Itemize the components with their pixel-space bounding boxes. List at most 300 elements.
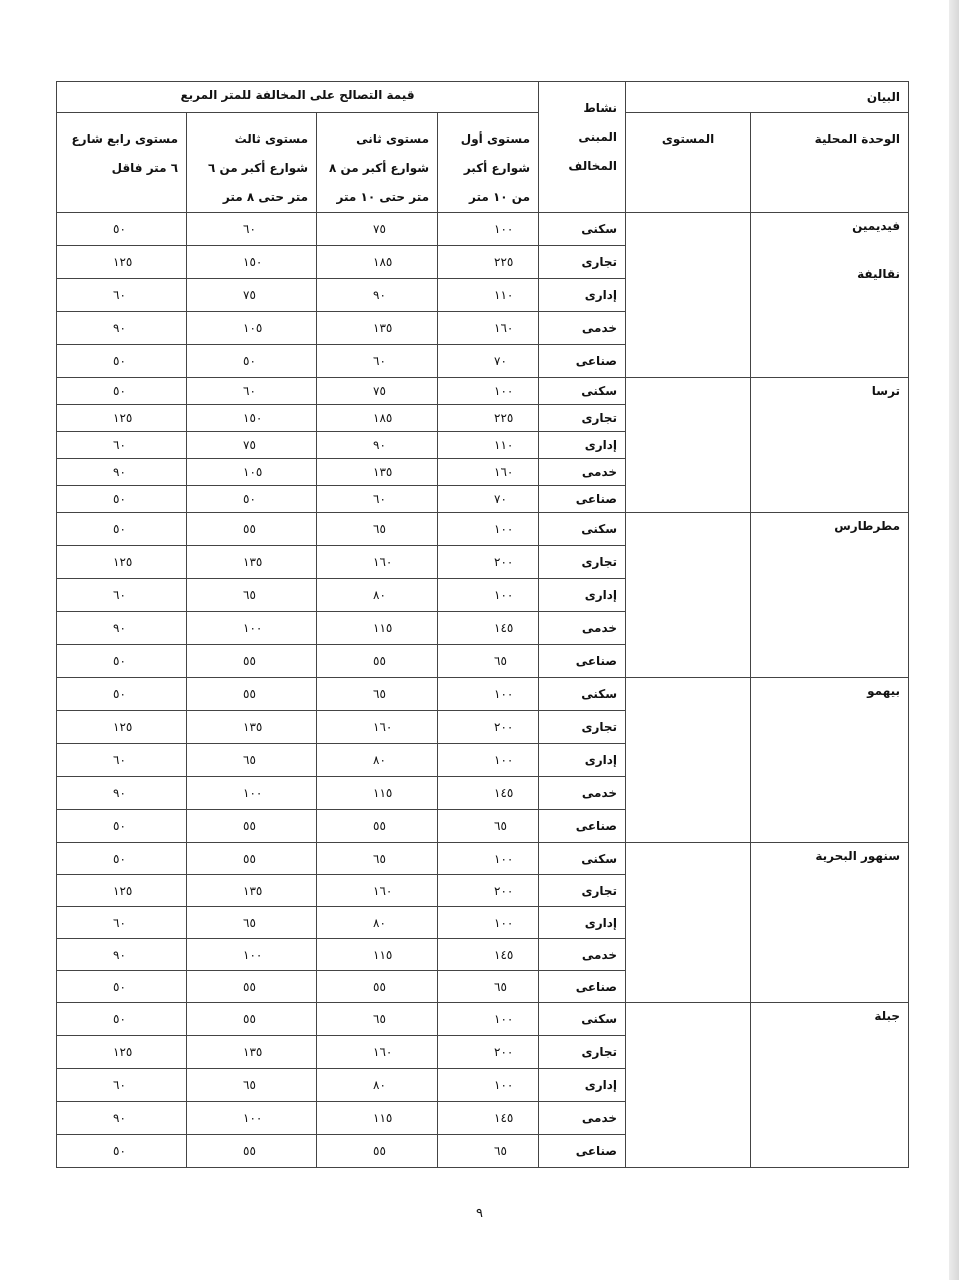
value-text: ١٤٥	[494, 621, 514, 635]
value-text: ٥٠	[243, 492, 256, 506]
value-cell-v4	[57, 546, 187, 579]
value-text: ٩٠	[113, 321, 126, 335]
value-text: ٦٥	[373, 1012, 386, 1026]
activity-cell: صناعى	[539, 486, 626, 513]
value-cell-v1	[438, 612, 539, 645]
value-text: ٦٠	[243, 222, 256, 236]
value-text: ١٢٥	[113, 883, 133, 898]
local-unit-label: سنهور البحرية	[815, 849, 901, 863]
value-text: ١٦٠	[494, 465, 514, 479]
value-cell-v3	[187, 645, 317, 678]
value-cell-v3	[187, 345, 317, 378]
value-text: ٥٠	[113, 492, 126, 506]
value-cell-v3	[187, 279, 317, 312]
value-cell-v2	[317, 612, 438, 645]
value-text: ٢٢٥	[494, 255, 514, 269]
value-text: ٥٠	[113, 1012, 126, 1026]
value-text: ٦٥	[373, 687, 386, 701]
level1-header: مستوى أول شوارع أكبر من ١٠ متر	[438, 113, 539, 213]
value-cell-v4	[57, 513, 187, 546]
value-cell-v2	[317, 486, 438, 513]
value-text: ١٠٠	[243, 1111, 263, 1125]
value-text: ٨٠	[373, 915, 386, 930]
value-cell-v2	[317, 579, 438, 612]
value-text: ١٨٥	[373, 255, 393, 269]
value-cell-v2	[317, 645, 438, 678]
value-text: ٥٥	[373, 819, 386, 833]
value-text: ٥٠	[113, 687, 126, 701]
activity-cell: إدارى	[539, 279, 626, 312]
value-cell-v2	[317, 1069, 438, 1102]
value-cell-v1	[438, 907, 539, 939]
value-text: ٦٠	[113, 915, 126, 930]
value-text: ٧٥	[243, 288, 256, 302]
value-text: ١١٥	[373, 947, 393, 962]
value-text: ١٢٥	[113, 411, 133, 425]
page-edge-shadow	[949, 0, 959, 1280]
activity-cell: صناعى	[539, 810, 626, 843]
value-cell-v4	[57, 279, 187, 312]
value-text: ١٠٠	[494, 851, 514, 866]
local-unit-name	[751, 678, 909, 843]
value-text: ٥٥	[243, 687, 256, 701]
value-text: ١٠٠	[494, 384, 514, 398]
activity-cell: تجارى	[539, 405, 626, 432]
value-text: ٥٥	[373, 1144, 386, 1158]
value-cell-v2	[317, 971, 438, 1003]
value-cell-v1	[438, 1003, 539, 1036]
value-text: ١١٠	[494, 288, 514, 302]
value-cell-v1	[438, 1036, 539, 1069]
value-text: ٦٥	[373, 522, 386, 536]
value-cell-v2	[317, 678, 438, 711]
value-cell-v3	[187, 875, 317, 907]
level-header: المستوى	[626, 113, 751, 213]
value-text: ١٦٠	[373, 1045, 393, 1059]
value-cell-v3	[187, 971, 317, 1003]
value-text: ٥٠	[113, 384, 126, 398]
level-cell	[626, 678, 751, 843]
value-text: ٦٠	[373, 354, 386, 368]
value-cell-v3	[187, 513, 317, 546]
value-cell-v3	[187, 744, 317, 777]
value-cell-v2	[317, 711, 438, 744]
table-row	[57, 843, 909, 875]
value-cell-v1	[438, 843, 539, 875]
value-text: ١٦٠	[373, 555, 393, 569]
local-unit-name	[751, 378, 909, 513]
value-cell-v4	[57, 459, 187, 486]
value-text: ١١٥	[373, 786, 393, 800]
value-text: ٦٠	[243, 384, 256, 398]
qeema-header: قيمة التصالح على المخالفة للمتر المربع	[57, 82, 539, 113]
activity-cell: تجارى	[539, 1036, 626, 1069]
header-row-1	[57, 82, 909, 113]
value-cell-v3	[187, 939, 317, 971]
value-cell-v4	[57, 843, 187, 875]
activity-cell: إدارى	[539, 579, 626, 612]
value-text: ٩٠	[373, 288, 386, 302]
value-text: ١٥٠	[243, 255, 263, 269]
value-text: ٥٥	[243, 1144, 256, 1158]
activity-cell: سكنى	[539, 378, 626, 405]
activity-cell: خدمى	[539, 312, 626, 345]
activity-cell: سكنى	[539, 1003, 626, 1036]
activity-cell: تجارى	[539, 546, 626, 579]
value-cell-v1	[438, 579, 539, 612]
value-text: ٦٠	[113, 288, 126, 302]
value-cell-v1	[438, 810, 539, 843]
value-text: ٦٠	[113, 753, 126, 767]
value-text: ٢٠٠	[494, 555, 514, 569]
value-text: ١٠٠	[494, 1078, 514, 1092]
value-cell-v1	[438, 432, 539, 459]
value-text: ٦٠	[113, 438, 126, 452]
value-text: ١٦٠	[373, 883, 393, 898]
activity-cell: تجارى	[539, 875, 626, 907]
value-cell-v1	[438, 513, 539, 546]
value-cell-v4	[57, 405, 187, 432]
value-text: ١٣٥	[373, 465, 393, 479]
activity-cell: خدمى	[539, 612, 626, 645]
header-row-2	[57, 113, 909, 213]
value-text: ١٠٠	[494, 588, 514, 602]
value-text: ٥٠	[113, 522, 126, 536]
value-text: ٧٠	[494, 354, 507, 368]
value-cell-v2	[317, 279, 438, 312]
value-text: ١٦٠	[494, 321, 514, 335]
value-cell-v4	[57, 1135, 187, 1168]
level4-header: مستوى رابع شارع ٦ متر فاقل	[57, 113, 187, 213]
activity-cell: إدارى	[539, 907, 626, 939]
value-text: ١٠٠	[494, 222, 514, 236]
value-text: ٦٥	[373, 851, 386, 866]
value-cell-v2	[317, 546, 438, 579]
value-cell-v3	[187, 1036, 317, 1069]
local-unit-name	[751, 1003, 909, 1168]
value-cell-v1	[438, 939, 539, 971]
value-cell-v2	[317, 907, 438, 939]
unit-header: الوحدة المحلية	[751, 113, 909, 213]
value-text: ٨٠	[373, 1078, 386, 1092]
activity-cell: خدمى	[539, 777, 626, 810]
value-text: ٥٠	[113, 354, 126, 368]
activity-header: نشاط المبنى المخالف	[539, 82, 626, 213]
value-cell-v3	[187, 213, 317, 246]
value-cell-v1	[438, 645, 539, 678]
value-text: ٦٠	[373, 492, 386, 506]
local-unit-name	[751, 213, 909, 378]
value-text: ١٢٥	[113, 720, 133, 734]
value-cell-v1	[438, 1069, 539, 1102]
value-text: ٦٥	[243, 753, 256, 767]
value-cell-v2	[317, 459, 438, 486]
value-cell-v4	[57, 1069, 187, 1102]
value-cell-v3	[187, 678, 317, 711]
value-cell-v1	[438, 486, 539, 513]
value-text: ٥٠	[243, 354, 256, 368]
value-text: ١٣٥	[243, 555, 263, 569]
value-cell-v2	[317, 843, 438, 875]
value-cell-v4	[57, 213, 187, 246]
value-cell-v4	[57, 612, 187, 645]
value-text: ١٠٠	[494, 687, 514, 701]
value-cell-v1	[438, 1102, 539, 1135]
value-text: ١١٥	[373, 1111, 393, 1125]
level-cell	[626, 378, 751, 513]
value-cell-v4	[57, 1102, 187, 1135]
value-cell-v1	[438, 1135, 539, 1168]
value-text: ١٤٥	[494, 947, 514, 962]
activity-cell: سكنى	[539, 678, 626, 711]
value-text: ٦٠	[113, 1078, 126, 1092]
value-text: ٦٥	[243, 1078, 256, 1092]
table-row	[57, 378, 909, 405]
value-text: ١٣٥	[373, 321, 393, 335]
value-cell-v3	[187, 777, 317, 810]
value-text: ١٠٠	[243, 786, 263, 800]
value-cell-v1	[438, 345, 539, 378]
value-cell-v3	[187, 579, 317, 612]
value-cell-v2	[317, 939, 438, 971]
activity-cell: خدمى	[539, 1102, 626, 1135]
value-text: ١١٥	[373, 621, 393, 635]
value-text: ٥٠	[113, 851, 126, 866]
value-text: ١٢٥	[113, 555, 133, 569]
activity-cell: صناعى	[539, 645, 626, 678]
value-text: ٢٠٠	[494, 1045, 514, 1059]
local-unit-label: فيديمين	[852, 219, 901, 233]
value-text: ١٤٥	[494, 1111, 514, 1125]
activity-cell: تجارى	[539, 246, 626, 279]
value-text: ٨٠	[373, 753, 386, 767]
page-number: ٩	[476, 1206, 483, 1221]
activity-cell: سكنى	[539, 213, 626, 246]
value-text: ١٠٥	[243, 465, 263, 479]
value-cell-v2	[317, 1036, 438, 1069]
value-cell-v1	[438, 777, 539, 810]
activity-cell: سكنى	[539, 513, 626, 546]
value-cell-v4	[57, 939, 187, 971]
value-cell-v3	[187, 312, 317, 345]
value-text: ٢٠٠	[494, 883, 514, 898]
level-cell	[626, 843, 751, 1003]
value-text: ٧٠	[494, 492, 507, 506]
value-cell-v3	[187, 612, 317, 645]
value-cell-v1	[438, 246, 539, 279]
value-text: ٩٠	[113, 947, 126, 962]
reconciliation-table	[56, 81, 909, 1168]
value-cell-v3	[187, 1102, 317, 1135]
activity-cell: تجارى	[539, 711, 626, 744]
value-cell-v3	[187, 246, 317, 279]
activity-cell: خدمى	[539, 459, 626, 486]
value-text: ٥٥	[243, 851, 256, 866]
value-text: ٥٠	[113, 819, 126, 833]
local-unit-label: بيهمو	[867, 684, 901, 698]
value-cell-v2	[317, 810, 438, 843]
value-cell-v4	[57, 486, 187, 513]
value-cell-v4	[57, 875, 187, 907]
value-text: ٥٥	[373, 654, 386, 668]
value-cell-v1	[438, 711, 539, 744]
value-text: ٧٥	[243, 438, 256, 452]
bayan-header: البيان	[626, 82, 909, 113]
value-cell-v4	[57, 378, 187, 405]
value-text: ٢٢٥	[494, 411, 514, 425]
value-cell-v4	[57, 678, 187, 711]
value-text: ١٠٠	[494, 915, 514, 930]
value-cell-v3	[187, 1069, 317, 1102]
local-unit-label: ترسا	[871, 384, 901, 398]
value-cell-v2	[317, 1135, 438, 1168]
value-text: ٥٥	[243, 979, 256, 994]
value-cell-v4	[57, 810, 187, 843]
value-text: ٧٥	[373, 384, 386, 398]
level-cell	[626, 513, 751, 678]
level-cell	[626, 1003, 751, 1168]
value-text: ٦٥	[494, 654, 507, 668]
value-text: ١٦٠	[373, 720, 393, 734]
value-cell-v3	[187, 546, 317, 579]
value-text: ١٠٠	[243, 947, 263, 962]
value-cell-v1	[438, 546, 539, 579]
local-unit-name	[751, 513, 909, 678]
value-cell-v4	[57, 1036, 187, 1069]
value-text: ١٠٠	[494, 753, 514, 767]
activity-cell: إدارى	[539, 432, 626, 459]
value-cell-v3	[187, 1135, 317, 1168]
value-text: ١٣٥	[243, 720, 263, 734]
value-cell-v4	[57, 907, 187, 939]
value-text: ٧٥	[373, 222, 386, 236]
value-cell-v3	[187, 459, 317, 486]
value-cell-v4	[57, 312, 187, 345]
value-cell-v2	[317, 1102, 438, 1135]
value-text: ١٣٥	[243, 1045, 263, 1059]
table-row	[57, 1003, 909, 1036]
activity-cell: صناعى	[539, 1135, 626, 1168]
activity-cell: إدارى	[539, 1069, 626, 1102]
value-cell-v3	[187, 1003, 317, 1036]
value-cell-v1	[438, 312, 539, 345]
value-text: ٩٠	[373, 438, 386, 452]
value-cell-v3	[187, 711, 317, 744]
value-text: ١٨٥	[373, 411, 393, 425]
value-text: ٩٠	[113, 465, 126, 479]
activity-cell: خدمى	[539, 939, 626, 971]
value-cell-v2	[317, 875, 438, 907]
local-unit-label: مطرطارس	[834, 519, 901, 533]
value-text: ١٣٥	[243, 883, 263, 898]
activity-cell: صناعى	[539, 345, 626, 378]
value-text: ٥٠	[113, 222, 126, 236]
value-text: ٥٥	[243, 654, 256, 668]
value-cell-v2	[317, 513, 438, 546]
value-text: ٦٥	[494, 819, 507, 833]
value-cell-v4	[57, 971, 187, 1003]
value-text: ٨٠	[373, 588, 386, 602]
value-cell-v3	[187, 405, 317, 432]
value-cell-v2	[317, 777, 438, 810]
value-text: ٩٠	[113, 621, 126, 635]
local-unit-name	[751, 843, 909, 1003]
value-cell-v1	[438, 971, 539, 1003]
value-cell-v2	[317, 744, 438, 777]
value-cell-v2	[317, 1003, 438, 1036]
value-cell-v1	[438, 378, 539, 405]
value-cell-v3	[187, 378, 317, 405]
value-text: ١١٠	[494, 438, 514, 452]
value-cell-v3	[187, 907, 317, 939]
value-cell-v1	[438, 744, 539, 777]
value-text: ٥٥	[243, 1012, 256, 1026]
local-unit-label: نقاليفة	[857, 267, 901, 281]
level3-header: مستوى ثالث شوارع أكبر من ٦ متر حتى ٨ متر	[187, 113, 317, 213]
value-cell-v4	[57, 345, 187, 378]
value-cell-v4	[57, 432, 187, 459]
value-cell-v2	[317, 345, 438, 378]
value-text: ١٥٠	[243, 411, 263, 425]
value-cell-v2	[317, 312, 438, 345]
value-text: ٥٥	[243, 819, 256, 833]
level2-header: مستوى ثانى شوارع أكبر من ٨ متر حتى ١٠ متر	[317, 113, 438, 213]
value-cell-v4	[57, 246, 187, 279]
activity-cell: إدارى	[539, 744, 626, 777]
value-text: ٦٠	[113, 588, 126, 602]
value-cell-v3	[187, 843, 317, 875]
value-cell-v1	[438, 459, 539, 486]
table-row	[57, 213, 909, 246]
value-cell-v2	[317, 213, 438, 246]
value-text: ٦٥	[243, 915, 256, 930]
local-unit-label: جبلة	[874, 1009, 901, 1023]
value-cell-v2	[317, 432, 438, 459]
value-text: ٩٠	[113, 786, 126, 800]
value-cell-v1	[438, 405, 539, 432]
value-cell-v4	[57, 711, 187, 744]
value-cell-v4	[57, 777, 187, 810]
value-text: ١٢٥	[113, 255, 133, 269]
table-row	[57, 513, 909, 546]
value-cell-v4	[57, 1003, 187, 1036]
value-text: ١٠٠	[243, 621, 263, 635]
value-text: ٥٠	[113, 979, 126, 994]
value-text: ٦٥	[243, 588, 256, 602]
value-text: ١٠٠	[494, 522, 514, 536]
value-text: ٥٠	[113, 1144, 126, 1158]
table-row	[57, 678, 909, 711]
value-text: ٥٥	[373, 979, 386, 994]
value-text: ٦٥	[494, 1144, 507, 1158]
value-cell-v1	[438, 875, 539, 907]
value-text: ٢٠٠	[494, 720, 514, 734]
value-text: ٥٠	[113, 654, 126, 668]
value-text: ٩٠	[113, 1111, 126, 1125]
value-cell-v3	[187, 810, 317, 843]
activity-cell: صناعى	[539, 971, 626, 1003]
value-cell-v4	[57, 579, 187, 612]
value-cell-v1	[438, 678, 539, 711]
value-text: ٥٥	[243, 522, 256, 536]
value-text: ١٠٥	[243, 321, 263, 335]
activity-cell: سكنى	[539, 843, 626, 875]
value-cell-v2	[317, 378, 438, 405]
value-text: ٦٥	[494, 979, 507, 994]
value-cell-v1	[438, 279, 539, 312]
value-cell-v2	[317, 405, 438, 432]
value-cell-v1	[438, 213, 539, 246]
